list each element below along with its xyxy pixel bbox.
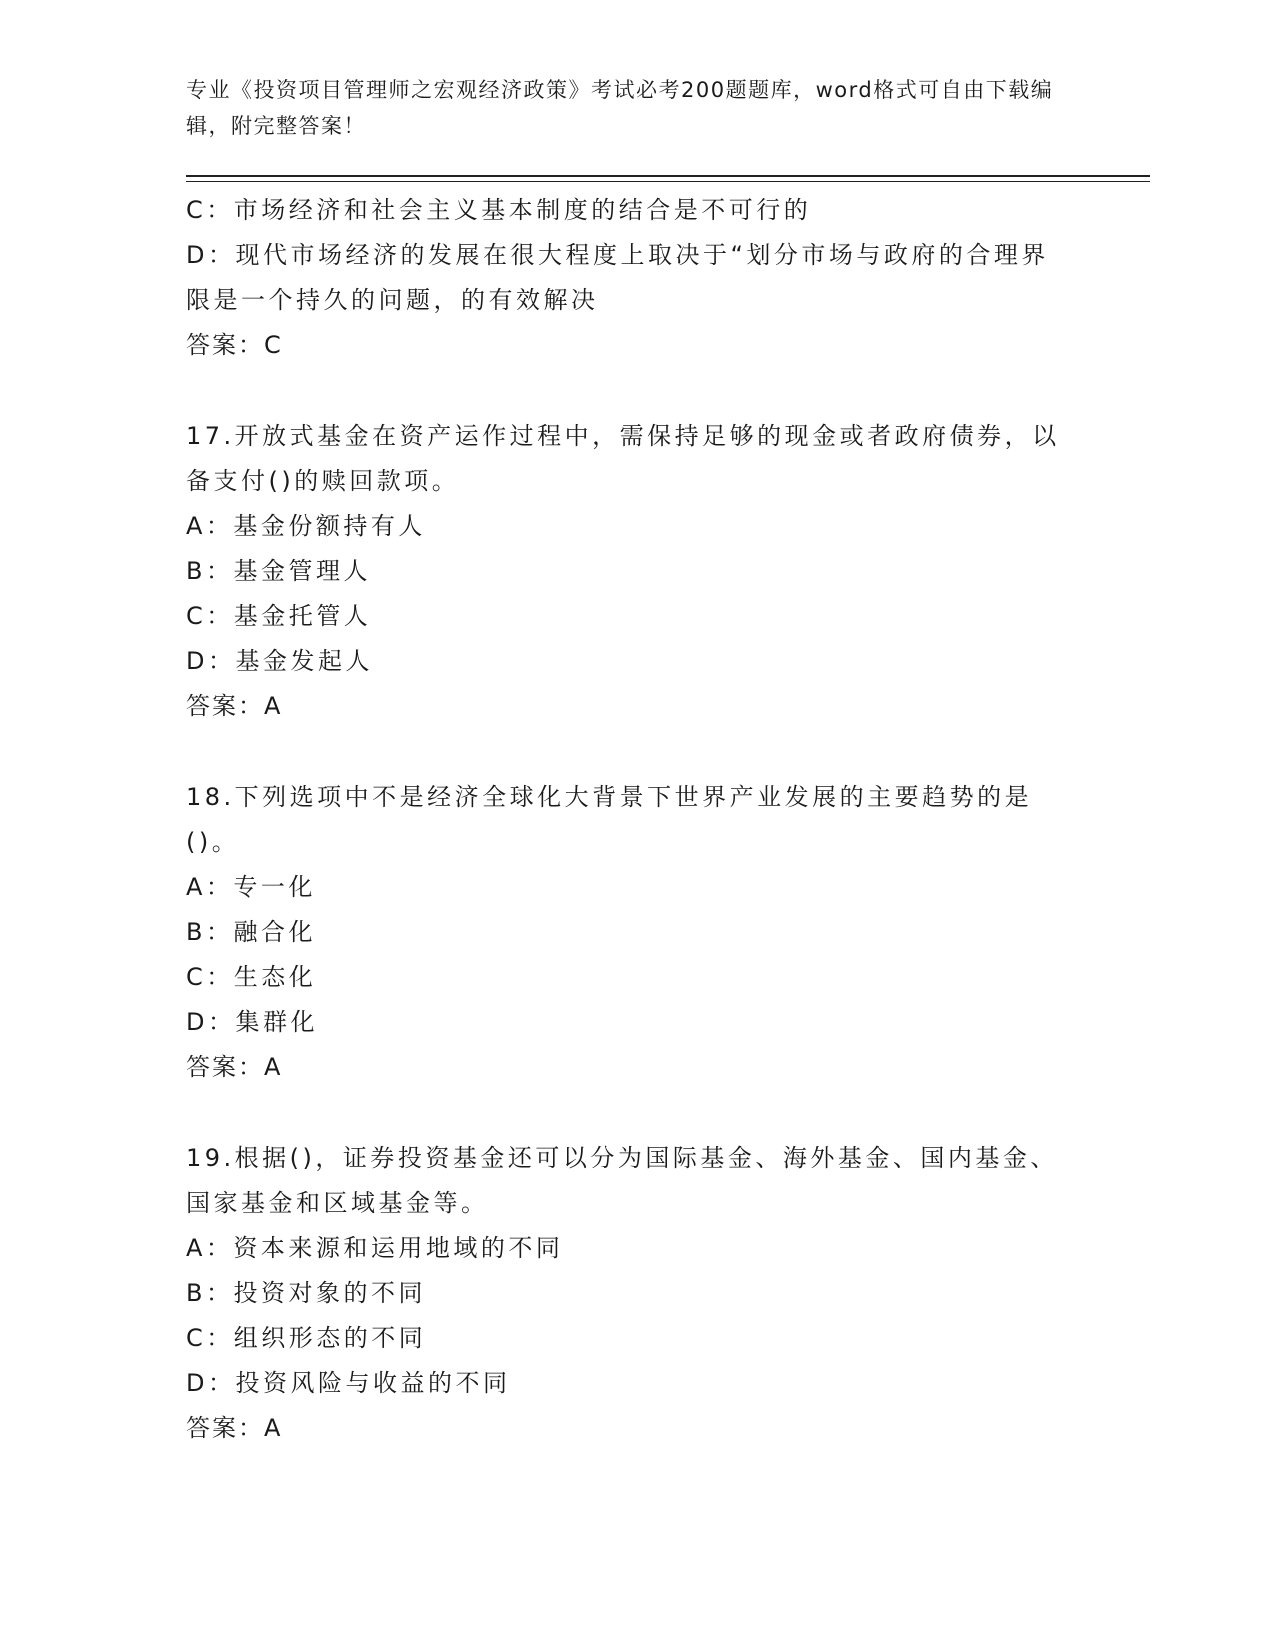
- spacer: [186, 1090, 1076, 1136]
- answer: 答案：A: [186, 692, 283, 720]
- option-a: A：资本来源和运用地域的不同: [186, 1234, 564, 1262]
- spacer: [186, 368, 1076, 414]
- question-block-18: [186, 775, 1076, 1090]
- option-d: D：投资风险与收益的不同: [186, 1369, 511, 1397]
- spacer: [186, 729, 1076, 775]
- option-c: C：生态化: [186, 963, 317, 991]
- option-a: A：基金份额持有人: [186, 512, 426, 540]
- question-stem: 18.下列选项中不是经济全球化大背景下世界产业发展的主要趋势的是()。: [186, 783, 1033, 856]
- question-block-16: [186, 188, 1076, 368]
- option-b: B：基金管理人: [186, 557, 371, 585]
- option-d: D：现代市场经济的发展在很大程度上取决于“划分市场与政府的合理界限是一个持久的问题，的有效解决: [186, 241, 1049, 314]
- question-list: [186, 188, 1076, 1451]
- option-b: B：融合化: [186, 918, 316, 946]
- answer: 答案：A: [186, 1053, 283, 1081]
- option-b: B：投资对象的不同: [186, 1279, 426, 1307]
- answer: 答案：A: [186, 1414, 283, 1442]
- header-divider-thin: [186, 181, 1150, 182]
- option-a: A：专一化: [186, 873, 316, 901]
- question-block-19: [186, 1136, 1076, 1451]
- option-d: D：集群化: [186, 1008, 318, 1036]
- option-d: D：基金发起人: [186, 647, 373, 675]
- header-divider-thick: [186, 175, 1150, 177]
- option-c: C：基金托管人: [186, 602, 372, 630]
- question-stem: 19.根据()，证券投资基金还可以分为国际基金、海外基金、国内基金、国家基金和区域基金等。: [186, 1144, 1058, 1217]
- question-stem: 17.开放式基金在资产运作过程中，需保持足够的现金或者政府债券，以备支付()的赎回款项。: [186, 422, 1060, 495]
- option-c: C：组织形态的不同: [186, 1324, 427, 1352]
- document-intro: 专业《投资项目管理师之宏观经济政策》考试必考200题题库，word格式可自由下载编辑，附完整答案！: [186, 78, 1054, 138]
- option-c: C：市场经济和社会主义基本制度的结合是不可行的: [186, 196, 812, 224]
- answer: 答案：C: [186, 331, 283, 359]
- question-block-17: [186, 414, 1076, 729]
